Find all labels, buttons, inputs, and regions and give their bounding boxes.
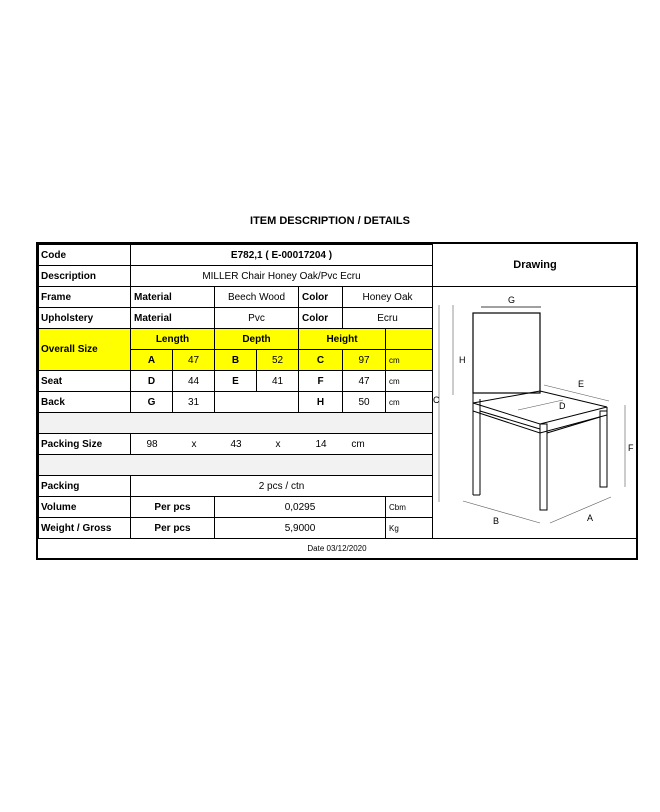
overall-size-label: Overall Size bbox=[39, 329, 131, 371]
row-back bbox=[39, 392, 433, 413]
length-header: Length bbox=[131, 329, 215, 350]
seat-d-value: 44 bbox=[173, 371, 215, 392]
dim-label-g: G bbox=[508, 295, 516, 305]
seat-unit: cm bbox=[386, 371, 433, 392]
row-upholstery bbox=[39, 308, 433, 329]
spec-table bbox=[38, 244, 433, 539]
description-value: MILLER Chair Honey Oak/Pvc Ecru bbox=[131, 266, 433, 287]
dim-label-a: A bbox=[587, 513, 594, 523]
row-frame bbox=[39, 287, 433, 308]
seat-d-letter: D bbox=[131, 371, 173, 392]
packing-value: 2 pcs / ctn bbox=[131, 476, 433, 497]
frame-color-label: Color bbox=[299, 287, 343, 308]
packing-x-1: x bbox=[191, 438, 197, 450]
dim-label-e: E bbox=[578, 379, 585, 389]
packing-unit: cm bbox=[351, 438, 365, 450]
overall-unit: cm bbox=[386, 350, 433, 371]
packing-width: 43 bbox=[230, 438, 242, 450]
back-unit: cm bbox=[386, 392, 433, 413]
page-title: ITEM DESCRIPTION / DETAILS bbox=[250, 215, 410, 227]
weight-per: Per pcs bbox=[131, 518, 215, 539]
overall-c-letter: C bbox=[299, 350, 343, 371]
frame-material: Beech Wood bbox=[215, 287, 299, 308]
chair-drawing bbox=[433, 287, 637, 537]
row-spacer-2 bbox=[39, 455, 433, 476]
back-blank bbox=[215, 392, 299, 413]
seat-f-letter: F bbox=[299, 371, 343, 392]
upholstery-color-label: Color bbox=[299, 308, 343, 329]
spacer-row bbox=[39, 455, 433, 476]
spec-sheet bbox=[36, 242, 638, 560]
code-label: Code bbox=[39, 245, 131, 266]
dim-label-f: F bbox=[628, 443, 634, 453]
row-description bbox=[39, 266, 433, 287]
upholstery-material: Pvc bbox=[215, 308, 299, 329]
dim-label-h: H bbox=[459, 355, 466, 365]
row-code bbox=[39, 245, 433, 266]
back-h-letter: H bbox=[299, 392, 343, 413]
upholstery-label: Upholstery bbox=[39, 308, 131, 329]
volume-label: Volume bbox=[39, 497, 131, 518]
description-label: Description bbox=[39, 266, 131, 287]
weight-value: 5,9000 bbox=[215, 518, 386, 539]
seat-e-letter: E bbox=[215, 371, 257, 392]
dim-label-b: B bbox=[493, 516, 500, 526]
code-value: E782,1 ( E-00017204 ) bbox=[131, 245, 433, 266]
row-overall-head bbox=[39, 329, 433, 350]
frame-color: Honey Oak bbox=[343, 287, 433, 308]
overall-blank bbox=[386, 329, 433, 350]
depth-header: Depth bbox=[215, 329, 299, 350]
back-h-value: 50 bbox=[343, 392, 386, 413]
packing-size-label: Packing Size bbox=[39, 434, 131, 455]
weight-label: Weight / Gross bbox=[39, 518, 131, 539]
upholstery-color: Ecru bbox=[343, 308, 433, 329]
seat-e-value: 41 bbox=[257, 371, 299, 392]
row-weight bbox=[39, 518, 433, 539]
overall-c-value: 97 bbox=[343, 350, 386, 371]
frame-material-label: Material bbox=[131, 287, 215, 308]
upholstery-material-label: Material bbox=[131, 308, 215, 329]
volume-per: Per pcs bbox=[131, 497, 215, 518]
drawing-title: Drawing bbox=[433, 244, 637, 287]
back-g-letter: G bbox=[131, 392, 173, 413]
row-packing-size bbox=[39, 434, 433, 455]
volume-unit: Cbm bbox=[386, 497, 433, 518]
row-volume bbox=[39, 497, 433, 518]
overall-b-letter: B bbox=[215, 350, 257, 371]
packing-x-2: x bbox=[275, 438, 281, 450]
back-label: Back bbox=[39, 392, 131, 413]
volume-value: 0,0295 bbox=[215, 497, 386, 518]
packing-height: 14 bbox=[315, 438, 327, 450]
packing-label: Packing bbox=[39, 476, 131, 497]
chair-backrest bbox=[473, 313, 540, 393]
packing-length: 98 bbox=[146, 438, 158, 450]
packing-size-values bbox=[131, 434, 433, 455]
dim-label-c: C bbox=[433, 395, 440, 405]
drawing-panel bbox=[432, 244, 637, 538]
row-seat bbox=[39, 371, 433, 392]
weight-unit: Kg bbox=[386, 518, 433, 539]
date-row: Date 03/12/2020 bbox=[38, 538, 636, 559]
spacer-row bbox=[39, 413, 433, 434]
back-g-value: 31 bbox=[173, 392, 215, 413]
row-packing bbox=[39, 476, 433, 497]
frame-label: Frame bbox=[39, 287, 131, 308]
overall-b-value: 52 bbox=[257, 350, 299, 371]
seat-f-value: 47 bbox=[343, 371, 386, 392]
seat-label: Seat bbox=[39, 371, 131, 392]
height-header: Height bbox=[299, 329, 386, 350]
dim-label-d: D bbox=[559, 401, 566, 411]
overall-a-value: 47 bbox=[173, 350, 215, 371]
chair-seat bbox=[473, 391, 607, 424]
overall-a-letter: A bbox=[131, 350, 173, 371]
row-spacer-1 bbox=[39, 413, 433, 434]
